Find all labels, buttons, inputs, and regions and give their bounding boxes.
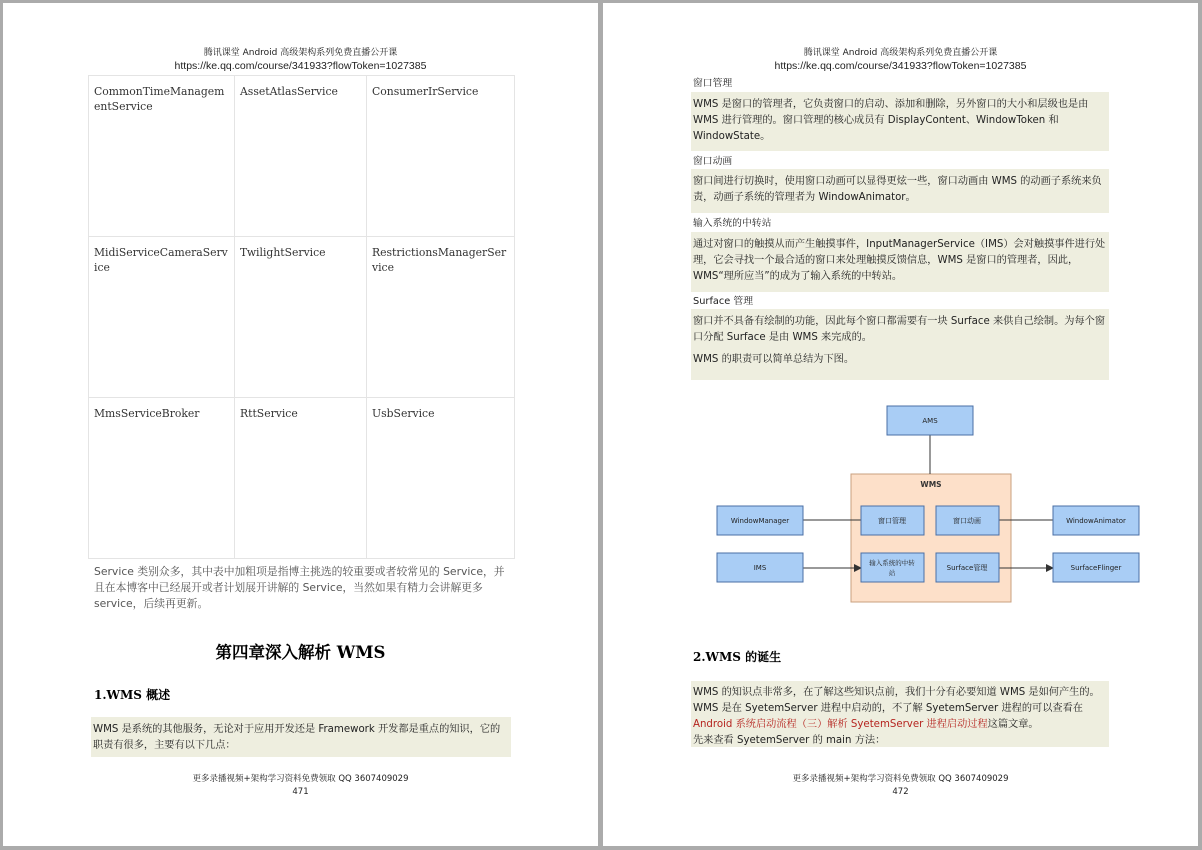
label-surface-management: Surface 管理 [693,296,754,307]
section-title: 1.WMS 概述 [94,688,171,702]
label-input-relay: 输入系统的中转站 [693,218,772,229]
window-management-node: 窗口管理 [878,517,906,525]
page-footer [3,773,598,799]
table-row [89,237,515,398]
birth-line-4: 先来查看 SyetemServer 的 main 方法： [693,735,886,746]
birth-line-3 [693,717,1107,733]
wms-container [851,474,1011,602]
box-window-management: WMS 是窗口的管理者，它负责窗口的启动、添加和删除，另外窗口的大小和层级也是由 WMS 进行管理的。窗口管理的核心成员有 DisplayContent、WindowToken 和 WindowState。 [691,92,1109,151]
birth-line-1: WMS 的知识点非常多，在了解这些知识点前，我们十分有必要知道 WMS 是如何产生的。 [693,687,1100,698]
header-title: 腾讯课堂 Android 高级架构系列免费直播公开课 [803,48,998,58]
header-title: 腾讯课堂 Android 高级架构系列免费直播公开课 [203,48,398,58]
window-animation-node: 窗口动画 [953,517,981,525]
birth-line-2: WMS 是在 SyetemServer 进程中启动的，不了解 SyetemServer 进程的可以查看在 [693,703,1083,714]
intro-box: WMS 是系统的其他服务，无论对于应用开发还是 Framework 开发都是重点的知识，它的职责有很多，主要有以下几点： [91,717,511,757]
article-link[interactable]: Android 系统启动流程（三）解析 SyetemServer 进程启动过程 [693,719,988,730]
table-cell: ConsumerIrService [367,76,515,237]
window-animator-label: WindowAnimator [1066,517,1126,525]
wms-birth-box [691,681,1109,747]
table-cell: MmsServiceBroker [89,398,235,559]
label-window-animation: 窗口动画 [693,156,733,167]
ams-label: AMS [922,417,938,425]
header-url[interactable]: https://ke.qq.com/course/341933?flowToken=1027385 [174,60,427,72]
page-471 [3,3,598,846]
label-window-management: 窗口管理 [693,78,733,89]
birth-line-3-tail: 这篇文章。 [987,719,1039,730]
table-row [89,76,515,237]
surface-flinger-label: SurfaceFlinger [1070,564,1122,572]
section-title-2: 2.WMS 的诞生 [693,650,782,664]
table-cell: RttService [235,398,367,559]
footer-text: 更多录播视频+架构学习资料免费领取 QQ 3607409029 [792,774,1009,784]
input-relay-box [861,553,924,582]
header-url[interactable]: https://ke.qq.com/course/341933?flowToken=1027385 [774,60,1027,72]
table-cell: TwilightService [235,237,367,398]
table-row [89,398,515,559]
box-window-animation: 窗口间进行切换时，使用窗口动画可以显得更炫一些，窗口动画由 WMS 的动画子系统来负责，动画子系统的管理者为 WindowAnimator。 [691,169,1109,213]
page-header [3,47,598,73]
ims-label: IMS [753,564,767,572]
table-cell: CommonTimeManagementService [89,76,235,237]
page-footer [603,773,1198,799]
surface-text: 窗口并不具备有绘制的功能，因此每个窗口都需要有一块 Surface 来供自己绘制。为每个窗口分配 Surface 是由 WMS 来完成的。 [693,316,1106,343]
footer-text: 更多录播视频+架构学习资料免费领取 QQ 3607409029 [192,774,409,784]
table-cell: UsbService [367,398,515,559]
window-manager-label: WindowManager [730,517,790,525]
page-number: 471 [292,787,309,797]
wms-label: WMS [920,480,942,489]
page-number: 472 [892,787,909,797]
table-cell: RestrictionsManagerService [367,237,515,398]
input-relay-node-line2: 站 [888,569,896,577]
summary-text: WMS 的职责可以简单总结为下图。 [693,354,855,365]
service-paragraph: Service 类别众多，其中表中加粗项是指博主挑选的较重要或者较常见的 Service，并且在本博客中已经展开或者计划展开讲解的 Service，当然如果有精力会讲解更多 service，后续再更新。 [94,565,505,610]
surface-management-node: Surface管理 [946,564,988,572]
input-relay-node-line1: 输入系统的中转 [869,559,915,567]
service-table [88,75,515,559]
box-input-relay: 通过对窗口的触摸从而产生触摸事件，InputManagerService（IMS）会对触摸事件进行处理，它会寻找一个最合适的窗口来处理触摸反馈信息，WMS 是窗口的管理者，因此，WMS“理所应当”的成为了输入系统的中转站。 [691,232,1109,292]
table-cell: MidiServiceCameraService [89,237,235,398]
page-472 [603,3,1198,846]
chapter-title: 第四章深入解析 WMS [215,643,386,662]
table-cell: AssetAtlasService [235,76,367,237]
